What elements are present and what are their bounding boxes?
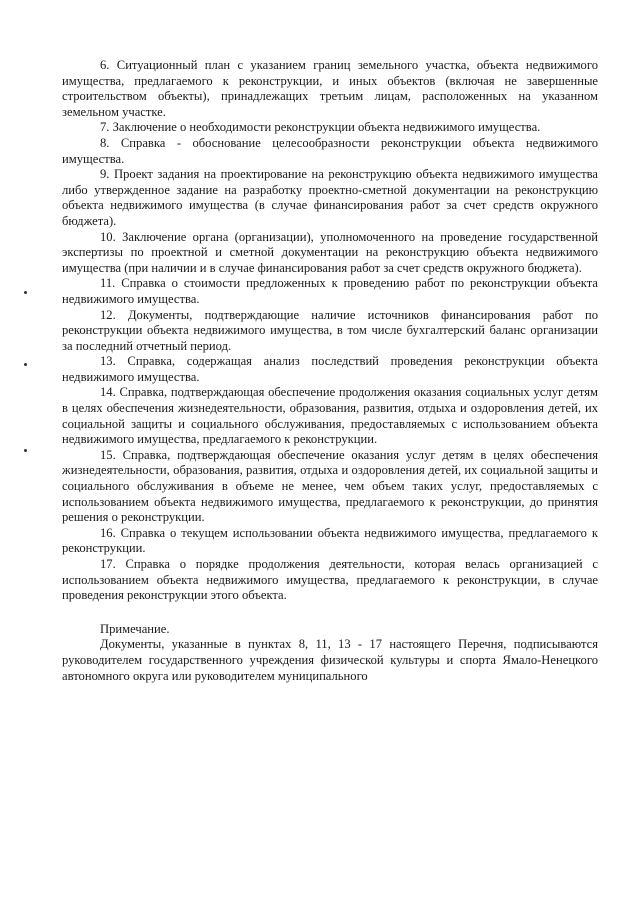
list-item-7: 7. Заключение о необходимости реконструкции объекта недвижимого имущества. <box>100 120 541 135</box>
note-label: Примечание. <box>100 621 170 636</box>
list-item-17: 17. Справка о порядке продолжения деятельности, которая велась организацией с использованием объекта недвижимого имущества, предлагаемого к реконструкции, в случае проведения реконструкции этого объекта. <box>62 557 598 603</box>
list-item-10: 10. Заключение органа (организации), уполномоченного на проведение государственной экспертизы по проектной и сметной документации на реконструкцию объекта недвижимого имущества (при наличии и в случае финансирования работ за счет средств окружного бюджета). <box>62 229 598 275</box>
list-item-14: 14. Справка, подтверждающая обеспечение продолжения оказания социальных услуг детям в целях обеспечения жизнедеятельности, образования, развития, отдыха и оздоровления детей, их социальной защиты и социального обслуживания, предоставляемых с использованием объекта недвижимого имущества, предлагаемого к реконструкции. <box>62 385 598 447</box>
margin-dot-mark <box>24 363 27 366</box>
list-item-6: 6. Ситуационный план с указанием границ земельного участка, объекта недвижимого имущества, предлагаемого к реконструкции, и иных объектов (включая не завершенные строительством объекты), принадлежащих третьим лицам, расположенных на указанном земельном участке. <box>62 58 598 119</box>
document-body <box>62 58 598 684</box>
list-item-16: 16. Справка о текущем использовании объекта недвижимого имущества, предлагаемого к реконструкции. <box>62 525 598 556</box>
list-item-12: 12. Документы, подтверждающие наличие источников финансирования работ по реконструкции объекта недвижимого имущества, в том числе бухгалтерский баланс организации за последний отчетный период. <box>62 307 598 353</box>
list-item-15: 15. Справка, подтверждающая обеспечение оказания услуг детям в целях обеспечения жизнедеятельности, образования, развития, отдыха и оздоровления детей, их социальной защиты и социального обслуживания в объеме не менее, чем объем таких услуг, предоставляемых с использованием объекта недвижимого имущества, предлагаемого к реконструкции, до принятия решения о реконструкции. <box>62 447 598 525</box>
margin-dot-mark <box>24 291 27 294</box>
list-item-9: 9. Проект задания на проектирование на реконструкцию объекта недвижимого имущества либо утвержденное задание на разработку проектно-сметной документации на реконструкцию объекта недвижимого имущества (в случае финансирования работ за счет средств окружного бюджета). <box>62 167 598 228</box>
list-item-11: 11. Справка о стоимости предложенных к проведению работ по реконструкции объекта недвижимого имущества. <box>62 276 598 306</box>
note-text: Документы, указанные в пунктах 8, 11, 13 - 17 настоящего Перечня, подписываются руководителем государственного учреждения физической культуры и спорта Ямало-Ненецкого автономного округа или руководителем муниципального <box>62 637 598 683</box>
list-item-8: 8. Справка - обоснование целесообразности реконструкции объекта недвижимого имущества. <box>62 135 598 166</box>
margin-dot-mark <box>24 449 27 452</box>
list-item-13: 13. Справка, содержащая анализ последствий проведения реконструкции объекта недвижимого имущества. <box>62 354 598 384</box>
